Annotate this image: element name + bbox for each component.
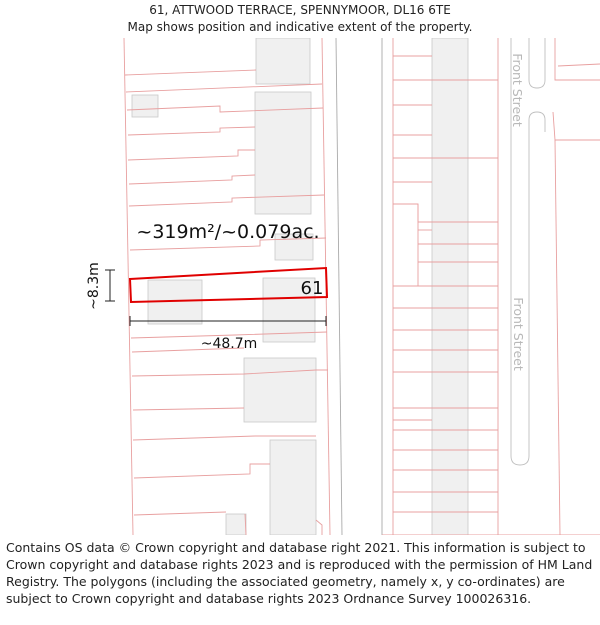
copyright-notice: Contains OS data © Crown copyright and database right 2021. This information is subject to Crown copyright and database rights 2023 and is reproduced with the permission of HM Land Registry. The polygons (including the associated geometry, namely x, y co-ordinates) are subject to Crown copyright and database rights 2023 Ordnance Survey 100026316. xyxy=(6,540,593,606)
map-header xyxy=(0,0,600,38)
map-subtitle: Map shows position and indicative extent of the property. xyxy=(127,20,473,34)
main-road xyxy=(336,38,382,535)
map-canvas[interactable] xyxy=(0,38,600,535)
width-dimension-label: ~48.7m xyxy=(200,336,258,352)
street-label-front-street-south: Front Street xyxy=(511,297,526,371)
height-dimension-label: ~8.3m xyxy=(86,262,102,310)
area-label: ~319m²/~0.079ac. xyxy=(136,221,320,243)
plot-number-label: 61 xyxy=(300,278,324,299)
street-label-front-street-north: Front Street xyxy=(510,53,525,127)
property-address: 61, ATTWOOD TERRACE, SPENNYMOOR, DL16 6TE xyxy=(149,3,451,17)
